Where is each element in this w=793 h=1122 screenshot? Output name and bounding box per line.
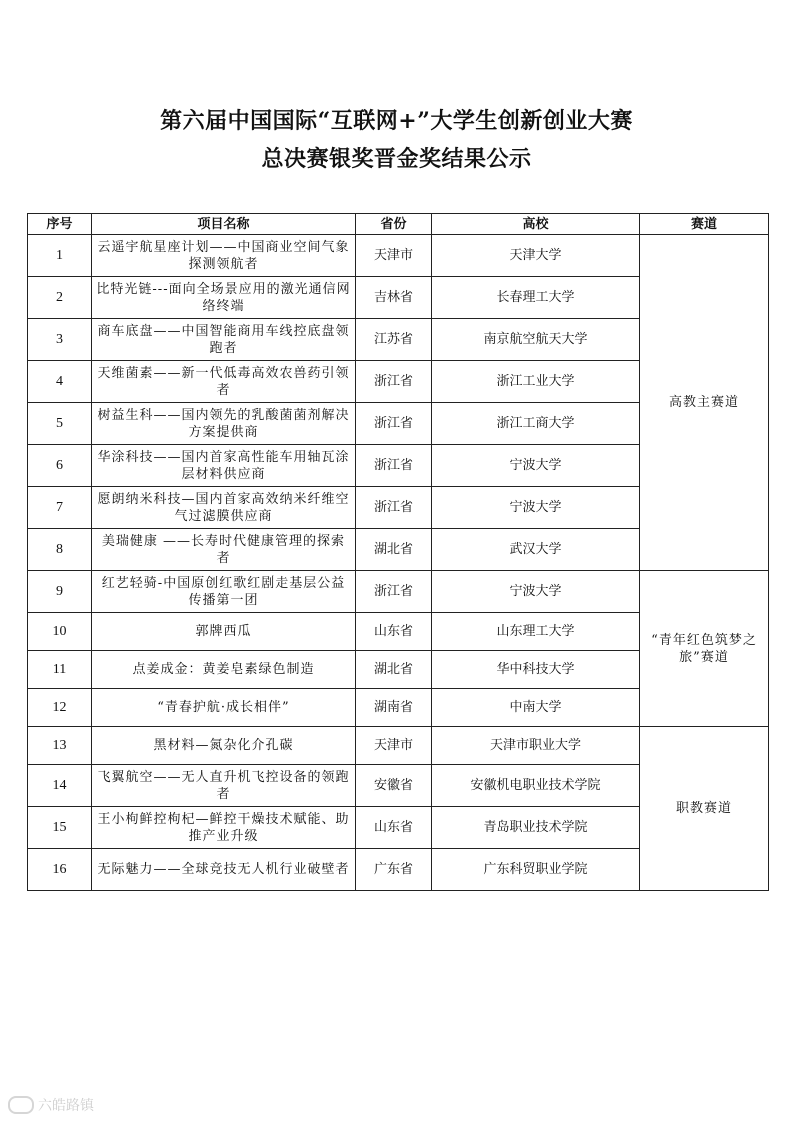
row-no: 15 [28, 807, 92, 849]
row-province: 湖北省 [356, 529, 432, 571]
header-province: 省份 [356, 214, 432, 235]
table-row [28, 571, 769, 613]
row-school: 青岛职业技术学院 [432, 807, 640, 849]
row-school: 浙江工商大学 [432, 403, 640, 445]
row-project: 点姜成金：黄姜皂素绿色制造 [92, 651, 356, 689]
row-province: 江苏省 [356, 319, 432, 361]
row-no: 10 [28, 613, 92, 651]
page-subtitle: 总决赛银奖晋金奖结果公示 [261, 146, 532, 172]
table-row [28, 727, 769, 765]
row-project: 华涂科技——国内首家高性能车用轴瓦涂层材料供应商 [92, 445, 356, 487]
track-cell: 职教赛道 [640, 727, 769, 891]
row-project: 飞翼航空——无人直升机飞控设备的领跑者 [92, 765, 356, 807]
results-table [27, 213, 769, 891]
row-school: 中南大学 [432, 689, 640, 727]
row-school: 南京航空航天大学 [432, 319, 640, 361]
row-no: 9 [28, 571, 92, 613]
row-project: 黑材料—氮杂化介孔碳 [92, 727, 356, 765]
row-school: 天津市职业大学 [432, 727, 640, 765]
row-province: 山东省 [356, 807, 432, 849]
row-province: 安徽省 [356, 765, 432, 807]
row-school: 宁波大学 [432, 487, 640, 529]
header-school: 高校 [432, 214, 640, 235]
row-school: 天津大学 [432, 235, 640, 277]
table-header-row [28, 214, 769, 235]
row-no: 11 [28, 651, 92, 689]
row-school: 武汉大学 [432, 529, 640, 571]
row-project: 商车底盘——中国智能商用车线控底盘领跑者 [92, 319, 356, 361]
row-no: 5 [28, 403, 92, 445]
row-no: 8 [28, 529, 92, 571]
row-province: 浙江省 [356, 403, 432, 445]
row-no: 3 [28, 319, 92, 361]
row-province: 山东省 [356, 613, 432, 651]
watermark-logo-icon [8, 1096, 34, 1114]
row-no: 7 [28, 487, 92, 529]
row-project: 愿朗纳米科技—国内首家高效纳米纤维空气过滤膜供应商 [92, 487, 356, 529]
row-project: 美瑞健康 ——长寿时代健康管理的探索者 [92, 529, 356, 571]
row-project: 无际魅力——全球竞技无人机行业破壁者 [92, 849, 356, 891]
row-school: 宁波大学 [432, 445, 640, 487]
header-track: 赛道 [640, 214, 769, 235]
row-province: 天津市 [356, 727, 432, 765]
row-province: 浙江省 [356, 487, 432, 529]
row-province: 天津市 [356, 235, 432, 277]
row-project: “青春护航·成长相伴” [92, 689, 356, 727]
row-no: 14 [28, 765, 92, 807]
row-province: 湖北省 [356, 651, 432, 689]
row-no: 2 [28, 277, 92, 319]
row-school: 广东科贸职业学院 [432, 849, 640, 891]
row-school: 山东理工大学 [432, 613, 640, 651]
row-project: 天维菌素——新一代低毒高效农兽药引领者 [92, 361, 356, 403]
watermark-text: 六皓路镇 [38, 1098, 94, 1114]
row-school: 长春理工大学 [432, 277, 640, 319]
row-project: 郭牌西瓜 [92, 613, 356, 651]
row-no: 4 [28, 361, 92, 403]
row-project: 王小枸鲜控枸杞—鲜控干燥技术赋能、助推产业升级 [92, 807, 356, 849]
row-no: 1 [28, 235, 92, 277]
page-title: 第六届中国国际“互联网+”大学生创新创业大赛 [160, 108, 633, 134]
table-row [28, 235, 769, 277]
row-province: 浙江省 [356, 571, 432, 613]
header-no: 序号 [28, 214, 92, 235]
row-project: 比特光链---面向全场景应用的激光通信网络终端 [92, 277, 356, 319]
row-school: 华中科技大学 [432, 651, 640, 689]
row-no: 12 [28, 689, 92, 727]
row-province: 吉林省 [356, 277, 432, 319]
row-no: 6 [28, 445, 92, 487]
row-no: 16 [28, 849, 92, 891]
row-project: 云遥宇航星座计划——中国商业空间气象探测领航者 [92, 235, 356, 277]
row-school: 宁波大学 [432, 571, 640, 613]
row-no: 13 [28, 727, 92, 765]
row-school: 安徽机电职业技术学院 [432, 765, 640, 807]
track-cell: 高教主赛道 [640, 235, 769, 571]
row-province: 湖南省 [356, 689, 432, 727]
row-school: 浙江工业大学 [432, 361, 640, 403]
track-cell: “青年红色筑梦之旅”赛道 [640, 571, 769, 727]
row-project: 红艺轻骑-中国原创红歌红剧走基层公益传播第一团 [92, 571, 356, 613]
header-project: 项目名称 [92, 214, 356, 235]
watermark [8, 1095, 94, 1115]
row-project: 树益生科——国内领先的乳酸菌菌剂解决方案提供商 [92, 403, 356, 445]
row-province: 浙江省 [356, 445, 432, 487]
row-province: 浙江省 [356, 361, 432, 403]
row-province: 广东省 [356, 849, 432, 891]
